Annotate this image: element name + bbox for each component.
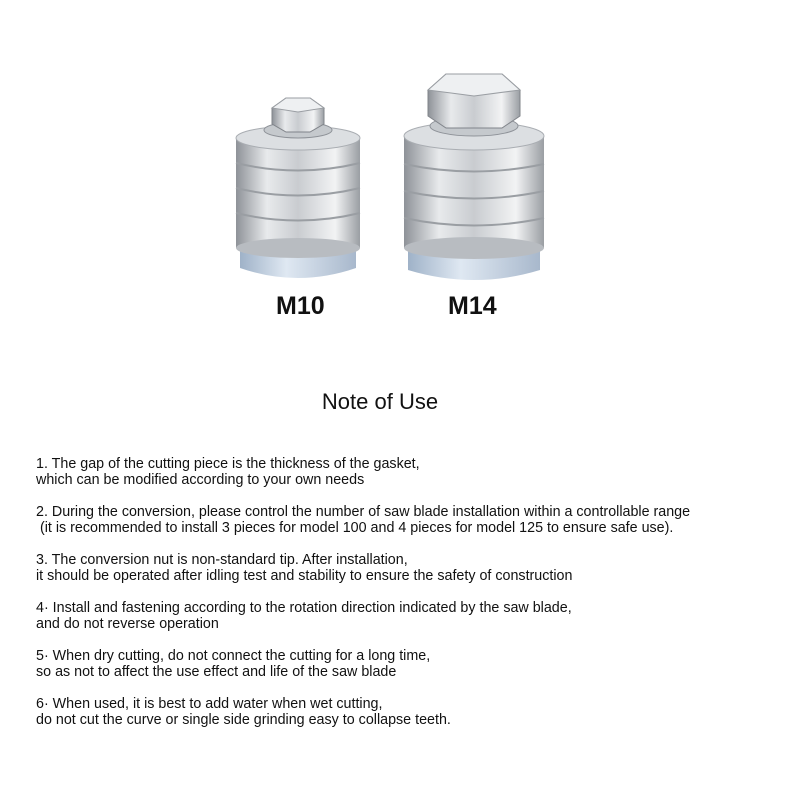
note-line: so as not to affect the use effect and life of the saw blade	[36, 664, 397, 680]
note-item	[36, 696, 776, 728]
notes-list	[36, 456, 776, 744]
note-line: do not cut the curve or single side grinding easy to collapse teeth.	[36, 712, 451, 728]
note-line: and do not reverse operation	[36, 616, 219, 632]
note-line: which can be modified according to your own needs	[36, 472, 365, 488]
note-item	[36, 648, 776, 680]
note-item	[36, 600, 776, 632]
note-line: it should be operated after idling test and stability to ensure the safety of construction	[36, 568, 573, 584]
note-line: 5· When dry cutting, do not connect the cutting for a long time,	[36, 648, 431, 664]
note-line: 6· When used, it is best to add water when wet cutting,	[36, 696, 383, 712]
note-line: 3. The conversion nut is non-standard tip. After installation,	[36, 552, 408, 568]
note-item	[36, 552, 776, 584]
m10-label: M10	[276, 292, 325, 320]
m10-product-image	[228, 88, 368, 288]
page-title: Note of Use	[321, 389, 439, 414]
note-line: 4· Install and fastening according to the rotation direction indicated by the saw blade,	[36, 600, 572, 616]
note-line: (it is recommended to install 3 pieces for model 100 and 4 pieces for model 125 to ensure safe use).	[36, 520, 674, 536]
note-line: 2. During the conversion, please control the number of saw blade installation within a controllable range	[36, 504, 691, 520]
note-item	[36, 456, 776, 488]
m14-product-image	[400, 66, 548, 291]
note-item	[36, 504, 776, 536]
m14-label: M14	[448, 292, 497, 320]
note-line: 1. The gap of the cutting piece is the thickness of the gasket,	[36, 456, 420, 472]
